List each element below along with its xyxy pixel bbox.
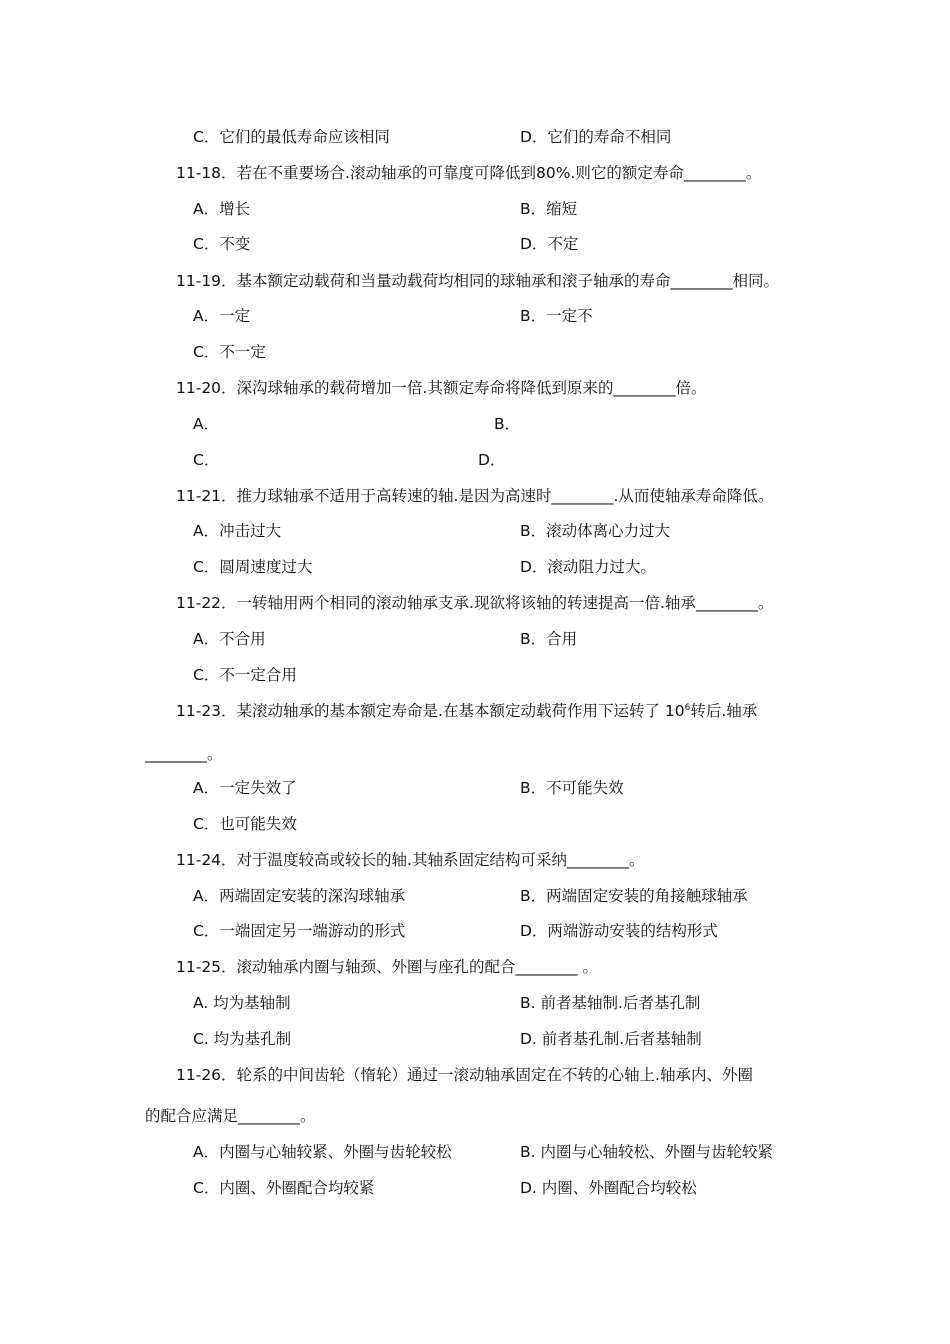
q23-stem-text: 11-23．某滚动轴承的基本额定寿命是.在基本额定动载荷作用下运转了 10 bbox=[176, 702, 685, 720]
q18-option-d: D．不定 bbox=[520, 235, 579, 253]
q19-option-a: A．一定 bbox=[193, 307, 251, 325]
q22-option-b: B．合用 bbox=[520, 630, 578, 648]
q23-option-b: B．不可能失效 bbox=[520, 779, 624, 797]
q24-option-b: B．两端固定安装的角接触球轴承 bbox=[520, 887, 748, 905]
q26-option-a: A．内圈与心轴较紧、外圈与齿轮较松 bbox=[193, 1143, 452, 1161]
q20-option-b: B． bbox=[494, 415, 521, 433]
q20-stem: 11-20．深沟球轴承的载荷增加一倍.其额定寿命将降低到原来的________倍。 bbox=[176, 379, 707, 397]
q25-option-b: B. 前者基轴制.后者基孔制 bbox=[520, 994, 701, 1012]
q26-option-c: C．内圈、外圈配合均较紧 bbox=[193, 1179, 375, 1197]
q20-option-d: D． bbox=[478, 451, 506, 469]
q25-option-c: C. 均为基孔制 bbox=[193, 1030, 292, 1048]
q17-option-c: C．它们的最低寿命应该相同 bbox=[193, 128, 390, 146]
q21-option-a: A．冲击过大 bbox=[193, 522, 282, 540]
q23-stem-line2: ________。 bbox=[145, 745, 223, 763]
q26-option-d: D. 内圈、外圈配合均较松 bbox=[520, 1179, 697, 1197]
q23-option-a: A．一定失效了 bbox=[193, 779, 297, 797]
q18-stem: 11-18．若在不重要场合.滚动轴承的可靠度可降低到80%.则它的额定寿命________。 bbox=[176, 164, 762, 182]
q24-option-a: A．两端固定安装的深沟球轴承 bbox=[193, 887, 406, 905]
q23-stem bbox=[176, 701, 757, 721]
q23-exponent: 6 bbox=[684, 703, 691, 713]
q21-option-b: B．滚动体离心力过大 bbox=[520, 522, 671, 540]
q23-stem-end: 转后.轴承 bbox=[690, 702, 758, 720]
q26-stem-line2: 的配合应满足________。 bbox=[145, 1107, 316, 1125]
q22-option-a: A．不合用 bbox=[193, 630, 266, 648]
q22-option-c: C．不一定合用 bbox=[193, 666, 297, 684]
q19-option-c: C．不一定 bbox=[193, 343, 266, 361]
q20-option-a: A． bbox=[193, 415, 220, 433]
q26-option-b: B. 内圈与心轴较松、外圈与齿轮较紧 bbox=[520, 1143, 773, 1161]
q21-option-d: D．滚动阻力过大。 bbox=[520, 558, 656, 576]
q20-option-c: C． bbox=[193, 451, 220, 469]
q17-option-d: D．它们的寿命不相同 bbox=[520, 128, 672, 146]
q18-option-c: C．不变 bbox=[193, 235, 251, 253]
q19-option-b: B．一定不 bbox=[520, 307, 593, 325]
q24-option-c: C．一端固定另一端游动的形式 bbox=[193, 922, 406, 940]
q24-option-d: D．两端游动安装的结构形式 bbox=[520, 922, 718, 940]
q21-option-c: C．圆周速度过大 bbox=[193, 558, 313, 576]
q25-option-a: A. 均为基轴制 bbox=[193, 994, 291, 1012]
q18-option-a: A．增长 bbox=[193, 200, 251, 218]
q23-option-c: C．也可能失效 bbox=[193, 815, 297, 833]
q18-option-b: B．缩短 bbox=[520, 200, 578, 218]
q25-option-d: D. 前者基孔制.后者基轴制 bbox=[520, 1030, 702, 1048]
q21-stem: 11-21．推力球轴承不适用于高转速的轴.是因为高速时________.从而使轴承寿命降低。 bbox=[176, 487, 774, 505]
q24-stem: 11-24．对于温度较高或较长的轴.其轴系固定结构可采纳________。 bbox=[176, 851, 645, 869]
q25-stem: 11-25．滚动轴承内圈与轴颈、外圈与座孔的配合________ 。 bbox=[176, 958, 598, 976]
q26-stem: 11-26．轮系的中间齿轮（惰轮）通过一滚动轴承固定在不转的心轴上.轴承内、外圈 bbox=[176, 1066, 753, 1084]
q22-stem: 11-22．一转轴用两个相同的滚动轴承支承.现欲将该轴的转速提高一倍.轴承________。 bbox=[176, 594, 774, 612]
q19-stem: 11-19．基本额定动载荷和当量动载荷均相同的球轴承和滚子轴承的寿命________相同。 bbox=[176, 272, 780, 290]
